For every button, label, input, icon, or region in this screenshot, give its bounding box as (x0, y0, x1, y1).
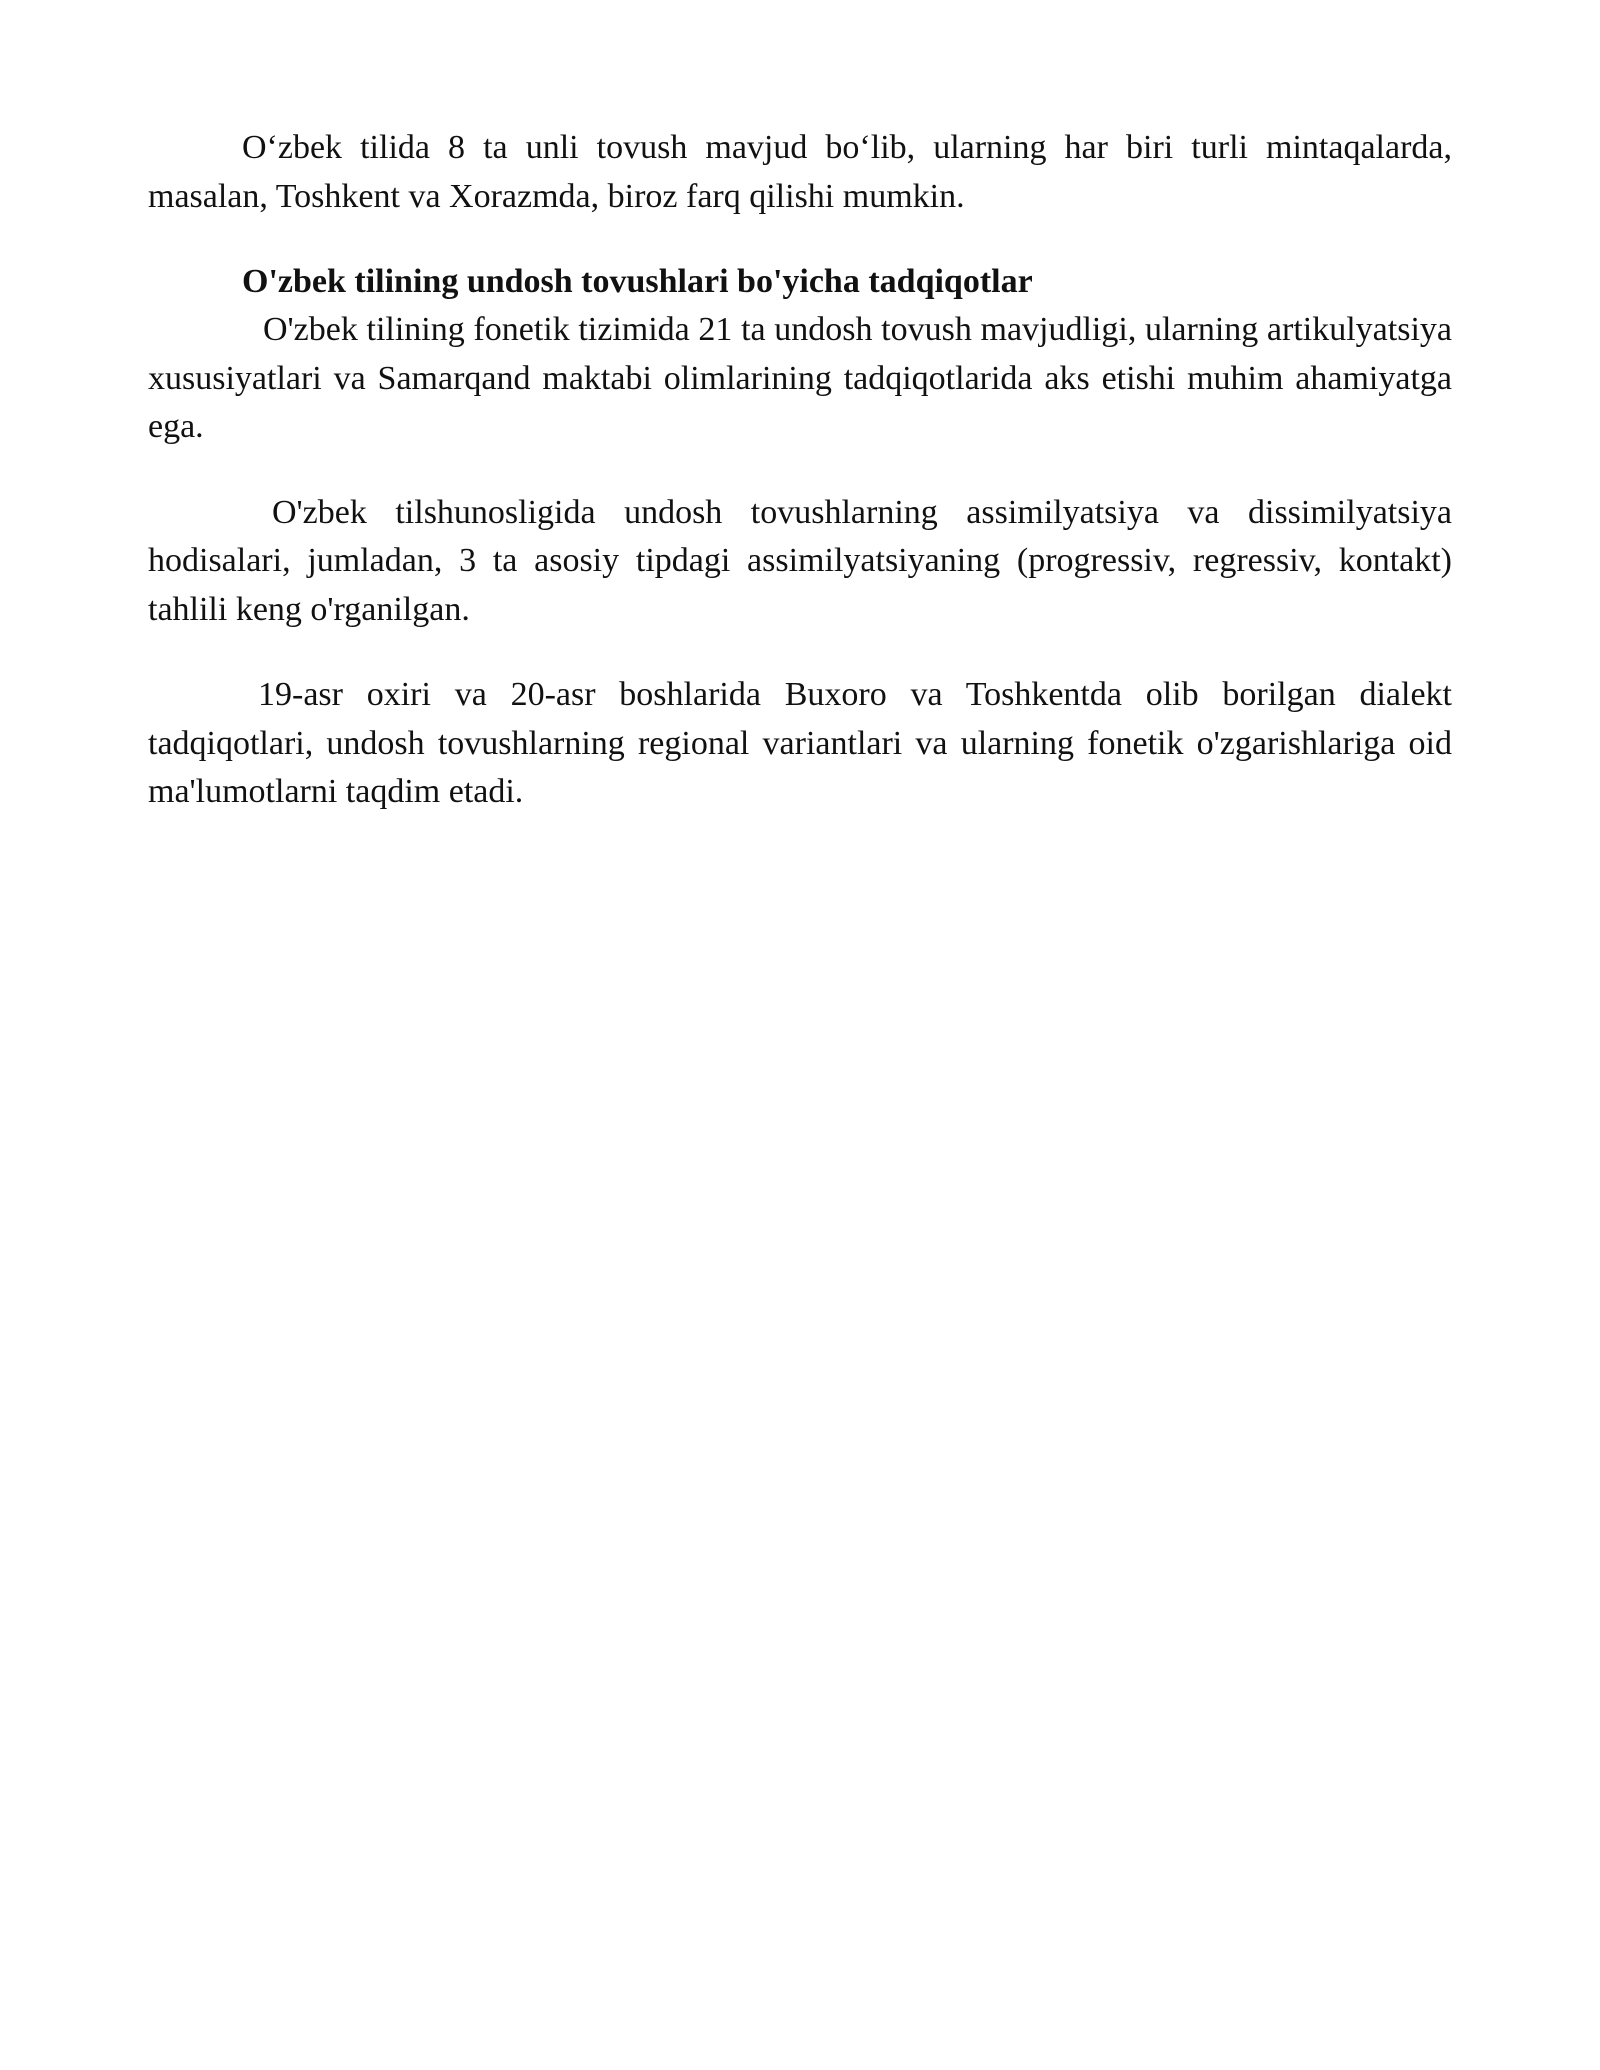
paragraph-vowels: O‘zbek tilida 8 ta unli tovush mavjud bo‘lib, ularning har biri turli mintaqalarda, masalan, Toshkent va Xorazmda, biroz farq qilishi mumkin. (148, 129, 1452, 215)
paragraph-consonant-system: O'zbek tilining fonetik tizimida 21 ta undosh tovush mavjudligi, ularning artikulyatsiya xususiyatlari va Samarqand maktabi olimlarining tadqiqotlarida aks etishi muhim ahamiyatga ega. (148, 311, 1452, 445)
section-heading: O'zbek tilining undosh tovushlari bo'yicha tadqiqotlar (242, 263, 1033, 300)
paragraph-assimilation: O'zbek tilshunosligida undosh tovushlarning assimilyatsiya va dissimilyatsiya hodisalari, jumladan, 3 ta asosiy tipdagi assimilyatsiyaning (progressiv, regressiv, kontakt) tahlili keng o'rganilgan. (148, 493, 1452, 628)
paragraph-dialect-research: 19-asr oxiri va 20-asr boshlarida Buxoro va Toshkentda olib borilgan dialekt tadqiqotlari, undosh tovushlarning regional variantlari va ularning fonetik o'zgarishlariga oid ma'lumotlarni taqdim etadi. (148, 676, 1452, 810)
document-body (148, 124, 1452, 817)
